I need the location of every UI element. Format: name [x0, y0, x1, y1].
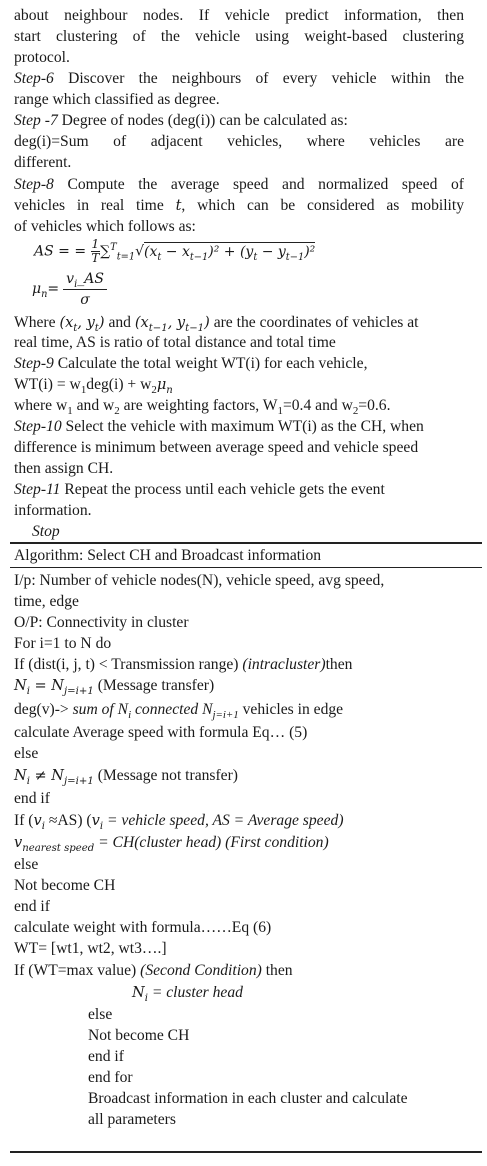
- step-label: Step-8: [14, 176, 54, 193]
- equation-normalized-speed: $\mu_n=$ $\frac{v_i\_AS}{\sigma}$: [32, 268, 107, 310]
- math-t: t: [175, 198, 182, 214]
- algo-line: time, edge: [14, 593, 79, 610]
- text-line: different.: [14, 154, 72, 171]
- text-span: Where: [14, 314, 60, 331]
- step-label: Step-6: [14, 70, 54, 87]
- text-span: , which can be considered as mobility: [181, 197, 465, 214]
- text-span: (Second Condition): [140, 962, 262, 979]
- text-span: and w: [72, 397, 115, 414]
- algo-line: end if: [14, 790, 50, 807]
- algorithm-bottom-rule: [10, 1151, 482, 1153]
- text-line: about neighbour nodes. If vehicle predict information, then: [14, 7, 464, 24]
- text-line: protocol.: [14, 49, 70, 66]
- algo-line: calculate Average speed with formula Eq… (5): [14, 724, 308, 741]
- text-span: then: [325, 656, 353, 673]
- text-span: (First condition): [225, 834, 329, 851]
- algo-line: $N_i = N_{j=i+1}$ (Message transfer): [14, 677, 215, 697]
- algo-line: end if: [88, 1048, 124, 1065]
- algo-line: else: [14, 856, 39, 873]
- step-10-line: [14, 417, 424, 437]
- text-span: If (WT=max value): [14, 962, 141, 979]
- step-11-line: [14, 480, 385, 500]
- text-line: of vehicles which follows as:: [14, 218, 196, 235]
- text-span: vehicles in edge: [238, 701, 344, 718]
- text-line: then assign CH.: [14, 460, 114, 477]
- algo-line: For i=1 to N do: [14, 635, 112, 652]
- text-span: where w: [14, 397, 68, 414]
- algo-line: calculate weight with formula……Eq (6): [14, 919, 272, 936]
- text-line: start clustering of the vehicle using weight-based clustering: [14, 28, 464, 45]
- text-line: Where ($x_t$, $y_t$) and ($x_{t-1}$, $y_{t-1}$) are the coordinates of vehicles at: [14, 314, 419, 334]
- stop-label: Stop: [32, 523, 60, 540]
- algo-line: deg(v)-> sum of $N_i$ connected $N_{j=i+1}$ vehicles in edge: [14, 701, 344, 722]
- text-span: and: [104, 314, 135, 331]
- step-label: Step-11: [14, 481, 61, 498]
- algo-line: else: [88, 1006, 113, 1023]
- text-line: where $w_1$ and $w_2$ are weighting factors, $W_1=0.4$ and $w_2=0.6$.: [14, 397, 391, 418]
- algo-line: [14, 961, 293, 981]
- text-span: are weighting factors, W: [119, 397, 278, 414]
- algo-line: Not become CH: [88, 1027, 190, 1044]
- algo-line: end if: [14, 898, 50, 915]
- text-line: real time, AS is ratio of total distance and total time: [14, 334, 336, 351]
- algo-line: $N_i$ = cluster head: [132, 984, 243, 1004]
- text-line: range which classified as degree.: [14, 91, 220, 108]
- text-line: information.: [14, 502, 92, 519]
- step-7-line: [14, 111, 348, 131]
- step-label: Step-10: [14, 418, 62, 435]
- text-span: = cluster head: [147, 984, 243, 1001]
- step-8-line: [14, 175, 464, 195]
- equation-average-speed: AS = = $\frac{1}{T}$ $\sum^T_{t=1}√(x_t - x_{t-1})^2 + (y_t - y_{t-1})^2$: [34, 237, 316, 265]
- text-span: WT(i) = w: [14, 376, 81, 393]
- text-span: (intracluster): [242, 656, 326, 673]
- step-text: Calculate the total weight WT(i) for each vehicle,: [53, 355, 368, 372]
- algo-line: $N_i \ne N_{j=i+1}$ (Message not transfer): [14, 767, 238, 787]
- text-span: (Message not transfer): [93, 767, 238, 784]
- algo-line: O/P: Connectivity in cluster: [14, 614, 189, 631]
- algo-line: WT= [wt1, wt2, wt3….]: [14, 940, 167, 957]
- algorithm-top-rule: [10, 542, 482, 544]
- step-text: Compute the average speed and normalized speed of: [53, 176, 464, 193]
- text-span: =0.4 and w: [282, 397, 353, 414]
- algorithm-title: Algorithm: Select CH and Broadcast information: [14, 547, 322, 564]
- text-line: $WT(i) = w_1deg(i) + w_2\mu_n$: [14, 376, 173, 397]
- step-label: Step -7: [14, 112, 58, 129]
- step-6-line: [14, 69, 464, 89]
- algo-line: $v_{nearest speed}$ = CH(cluster head) (First condition): [14, 834, 329, 854]
- text-span: are the coordinates of vehicles at: [209, 314, 419, 331]
- algorithm-title-rule: [10, 567, 482, 568]
- text-span: sum of N: [72, 701, 129, 718]
- text-span: vehicles in real time: [14, 197, 176, 214]
- step-text: Select the vehicle with maximum WT(i) as the CH, when: [61, 418, 424, 435]
- text-line: deg(i)=Sum of adjacent vehicles, where vehicles are: [14, 133, 464, 150]
- text-span: (Message transfer): [93, 677, 215, 694]
- algo-line: all parameters: [88, 1111, 176, 1128]
- text-span: If (dist(i, j, t) < Transmission range): [14, 656, 243, 673]
- step-text: Discover the neighbours of every vehicle within the: [53, 70, 464, 87]
- text-span: deg(i) + w: [86, 376, 152, 393]
- text-span: = CH(cluster head): [94, 834, 226, 851]
- algo-line: Broadcast information in each cluster and calculate: [88, 1090, 408, 1107]
- text-line: difference is minimum between average speed and vehicle speed: [14, 439, 419, 456]
- text-span: = vehicle speed, AS = Average speed): [103, 812, 344, 829]
- algo-line: [14, 655, 352, 675]
- fraction: $\frac{1}{T}$: [91, 237, 100, 265]
- algo-line: If $(v_i \approx AS) (v_i$ = vehicle speed, AS = Average speed): [14, 812, 344, 832]
- step-text: Repeat the process until each vehicle gets the event: [60, 481, 385, 498]
- text-span: deg(v)->: [14, 701, 73, 718]
- step-text: Degree of nodes (deg(i)) can be calculated as:: [57, 112, 348, 129]
- text-line: [14, 196, 464, 216]
- text-span: ≈AS) (: [44, 812, 92, 829]
- algo-line: end for: [88, 1069, 133, 1086]
- text-span: connected N: [131, 701, 213, 718]
- algo-line: else: [14, 745, 39, 762]
- text-span: =0.6.: [358, 397, 391, 414]
- algo-line: Not become CH: [14, 877, 116, 894]
- text-span: If (: [14, 812, 34, 829]
- step-label: Step-9: [14, 355, 54, 372]
- algo-line: I/p: Number of vehicle nodes(N), vehicle speed, avg speed,: [14, 572, 385, 589]
- text-span: then: [261, 962, 293, 979]
- step-9-line: [14, 354, 367, 374]
